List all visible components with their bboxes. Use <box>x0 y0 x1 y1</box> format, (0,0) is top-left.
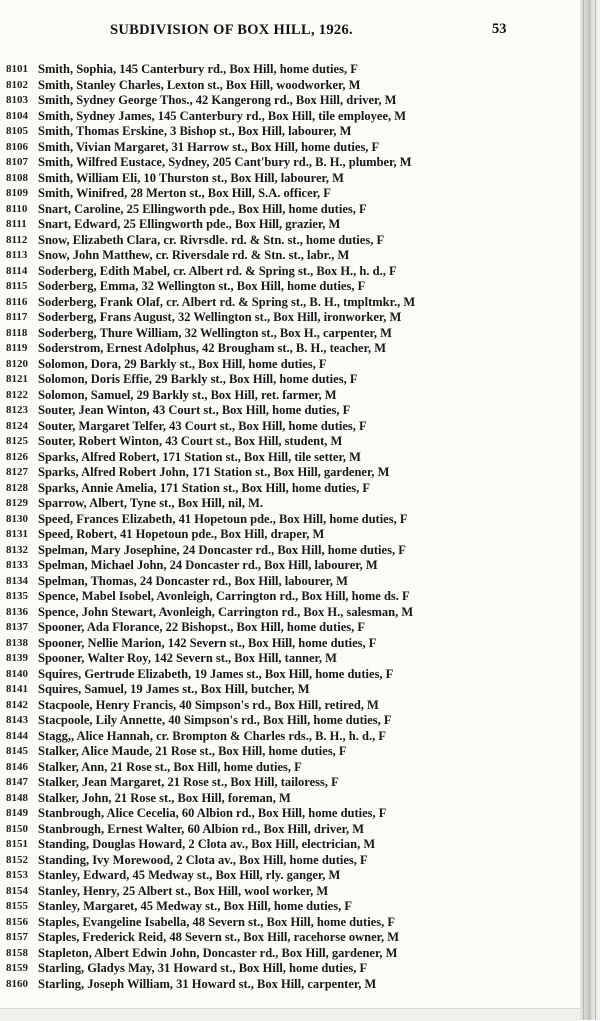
list-item <box>6 481 578 497</box>
entry-text: Spelman, Mary Josephine, 24 Doncaster rd., Box Hill, home duties, F <box>38 542 406 557</box>
entry-number: 8105 <box>6 125 28 137</box>
list-item <box>6 884 578 900</box>
entry-text: Souter, Margaret Telfer, 43 Court st., Box Hill, home duties, F <box>38 418 367 433</box>
entry-text: Snart, Caroline, 25 Ellingworth pde., Box Hill, home duties, F <box>38 201 367 216</box>
list-item <box>6 62 578 78</box>
entry-text: Snart, Edward, 25 Ellingworth pde., Box Hill, grazier, M <box>38 217 341 231</box>
list-item <box>6 171 578 187</box>
entry-number: 8138 <box>6 636 28 649</box>
list-item <box>6 713 578 729</box>
entry-number: 8132 <box>6 543 28 556</box>
entry-text: Solomon, Samuel, 29 Barkly st., Box Hill, ret. farmer, M <box>38 387 337 402</box>
entry-text: Spence, John Stewart, Avonleigh, Carrington rd., Box H., salesman, M <box>38 604 414 619</box>
entry-number: 8133 <box>6 559 28 571</box>
list-item <box>6 698 578 714</box>
entry-number: 8143 <box>6 714 28 726</box>
entry-number: 8102 <box>6 78 28 91</box>
entry-number: 8139 <box>6 652 28 664</box>
list-item <box>6 899 578 915</box>
entry-number: 8108 <box>6 171 28 184</box>
page-number: 53 <box>492 21 507 37</box>
entry-number: 8120 <box>6 357 28 370</box>
entry-number: 8157 <box>6 931 28 943</box>
list-item <box>6 434 578 450</box>
entry-number: 8134 <box>6 574 28 587</box>
entry-text: Snow, John Matthew, cr. Riversdale rd. & Stn. st., labr., M <box>38 248 350 262</box>
entry-text: Soderberg, Frans August, 32 Wellington st., Box Hill, ironworker, M <box>38 310 402 324</box>
entry-text: Standing, Ivy Morewood, 2 Clota av., Box Hill, home duties, F <box>38 852 368 867</box>
entry-text: Stagg,, Alice Hannah, cr. Brompton & Charles rds., B. H., h. d., F <box>38 728 386 743</box>
list-item <box>6 620 578 636</box>
entry-number: 8109 <box>6 187 28 199</box>
list-item <box>6 977 578 993</box>
list-item <box>6 822 578 838</box>
list-item <box>6 589 578 605</box>
entry-number: 8154 <box>6 884 28 897</box>
page-bottom-edge <box>0 1008 580 1021</box>
entry-text: Squires, Samuel, 19 James st., Box Hill, butcher, M <box>38 682 310 696</box>
list-item <box>6 946 578 962</box>
list-item <box>6 124 578 140</box>
entry-text: Solomon, Doris Effie, 29 Barkly st., Box Hill, home duties, F <box>38 372 358 386</box>
list-item <box>6 527 578 543</box>
entry-number: 8156 <box>6 915 28 928</box>
entry-number: 8144 <box>6 729 28 742</box>
entry-text: Soderberg, Frank Olaf, cr. Albert rd. & Spring st., B. H., tmpltmkr., M <box>38 294 416 309</box>
entry-number: 8110 <box>6 202 28 215</box>
entry-number: 8117 <box>6 311 28 323</box>
entry-number: 8113 <box>6 249 28 261</box>
list-item <box>6 837 578 853</box>
list-item <box>6 744 578 760</box>
entry-number: 8121 <box>6 373 28 385</box>
entry-text: Starling, Gladys May, 31 Howard st., Box Hill, home duties, F <box>38 961 368 975</box>
list-item <box>6 868 578 884</box>
entry-text: Soderberg, Edith Mabel, cr. Albert rd. & Spring st., Box H., h. d., F <box>38 263 397 278</box>
list-item <box>6 512 578 528</box>
entry-text: Spooner, Nellie Marion, 142 Severn st., Box Hill, home duties, F <box>38 635 377 650</box>
spine-line <box>583 0 584 1020</box>
entry-number: 8147 <box>6 776 28 788</box>
entry-number: 8122 <box>6 388 28 401</box>
entry-text: Stanley, Edward, 45 Medway st., Box Hill, rly. ganger, M <box>38 868 341 882</box>
list-item <box>6 93 578 109</box>
entry-number: 8150 <box>6 822 28 835</box>
entry-number: 8112 <box>6 233 28 246</box>
page-header-title: SUBDIVISION OF BOX HILL, 1926. <box>110 22 353 38</box>
list-item <box>6 775 578 791</box>
list-item <box>6 264 578 280</box>
list-item <box>6 651 578 667</box>
entry-text: Smith, Winifred, 28 Merton st., Box Hill, S.A. officer, F <box>38 186 331 200</box>
entry-number: 8114 <box>6 264 28 277</box>
entry-text: Stanley, Henry, 25 Albert st., Box Hill, wool worker, M <box>38 883 329 898</box>
entry-text: Stapleton, Albert Edwin John, Doncaster rd., Box Hill, gardener, M <box>38 945 398 960</box>
entry-text: Sparrow, Albert, Tyne st., Box Hill, nil, M. <box>38 496 264 510</box>
entry-text: Soderstrom, Ernest Adolphus, 42 Brougham st., B. H., teacher, M <box>38 341 387 355</box>
entry-text: Stacpoole, Lily Annette, 40 Simpson's rd., Box Hill, home duties, F <box>38 713 392 727</box>
entry-text: Speed, Robert, 41 Hopetoun pde., Box Hill, draper, M <box>38 527 325 541</box>
entry-number: 8106 <box>6 140 28 153</box>
list-item <box>6 326 578 342</box>
entry-number: 8152 <box>6 853 28 866</box>
entry-text: Smith, Sophia, 145 Canterbury rd., Box Hill, home duties, F <box>38 62 358 76</box>
entry-text: Staples, Frederick Reid, 48 Severn st., Box Hill, racehorse owner, M <box>38 930 400 944</box>
entry-text: Sparks, Alfred Robert John, 171 Station st., Box Hill, gardener, M <box>38 465 390 479</box>
entry-text: Standing, Douglas Howard, 2 Clota av., Box Hill, electrician, M <box>38 837 376 851</box>
electoral-roll-list <box>6 62 578 992</box>
list-item <box>6 760 578 776</box>
list-item <box>6 853 578 869</box>
list-item <box>6 961 578 977</box>
list-item <box>6 636 578 652</box>
entry-text: Starling, Joseph William, 31 Howard st., Box Hill, carpenter, M <box>38 976 377 991</box>
entry-text: Solomon, Dora, 29 Barkly st., Box Hill, home duties, F <box>38 356 327 371</box>
entry-number: 8124 <box>6 419 28 432</box>
list-item <box>6 574 578 590</box>
entry-number: 8104 <box>6 109 28 122</box>
list-item <box>6 682 578 698</box>
list-item <box>6 217 578 233</box>
entry-number: 8149 <box>6 807 28 819</box>
entry-text: Spelman, Michael John, 24 Doncaster rd., Box Hill, labourer, M <box>38 558 378 572</box>
entry-number: 8140 <box>6 667 28 680</box>
entry-number: 8115 <box>6 280 28 292</box>
list-item <box>6 915 578 931</box>
list-item <box>6 248 578 264</box>
entry-text: Stalker, John, 21 Rose st., Box Hill, foreman, M <box>38 790 291 805</box>
list-item <box>6 558 578 574</box>
entry-number: 8131 <box>6 528 28 540</box>
entry-number: 8116 <box>6 295 28 308</box>
entry-number: 8123 <box>6 404 28 416</box>
entry-number: 8101 <box>6 63 28 75</box>
list-item <box>6 186 578 202</box>
entry-text: Stalker, Jean Margaret, 21 Rose st., Box Hill, tailoress, F <box>38 775 339 789</box>
list-item <box>6 930 578 946</box>
entry-text: Smith, Sydney James, 145 Canterbury rd., Box Hill, tile employee, M <box>38 108 407 123</box>
list-item <box>6 155 578 171</box>
entry-text: Spence, Mabel Isobel, Avonleigh, Carrington rd., Box Hill, home ds. F <box>38 589 410 603</box>
entry-text: Souter, Robert Winton, 43 Court st., Box Hill, student, M <box>38 434 343 448</box>
entry-number: 8129 <box>6 497 28 509</box>
entry-number: 8158 <box>6 946 28 959</box>
entry-number: 8146 <box>6 760 28 773</box>
entry-number: 8135 <box>6 590 28 602</box>
list-item <box>6 605 578 621</box>
entry-number: 8159 <box>6 962 28 974</box>
entry-number: 8118 <box>6 326 28 339</box>
entry-text: Spooner, Walter Roy, 142 Severn st., Box Hill, tanner, M <box>38 651 337 665</box>
entry-number: 8125 <box>6 435 28 447</box>
entry-text: Speed, Frances Elizabeth, 41 Hopetoun pde., Box Hill, home duties, F <box>38 511 408 526</box>
entry-text: Stalker, Alice Maude, 21 Rose st., Box Hill, home duties, F <box>38 744 347 758</box>
list-item <box>6 295 578 311</box>
entry-text: Soderberg, Emma, 32 Wellington st., Box Hill, home duties, F <box>38 279 366 293</box>
list-item <box>6 372 578 388</box>
entry-text: Stanley, Margaret, 45 Medway st., Box Hill, home duties, F <box>38 899 352 913</box>
entry-number: 8119 <box>6 342 28 354</box>
list-item <box>6 233 578 249</box>
list-item <box>6 403 578 419</box>
list-item <box>6 450 578 466</box>
list-item <box>6 806 578 822</box>
list-item <box>6 388 578 404</box>
book-spine <box>580 0 600 1020</box>
entry-text: Spooner, Ada Florance, 22 Bishopst., Box Hill, home duties, F <box>38 620 366 634</box>
entry-number: 8153 <box>6 869 28 881</box>
entry-number: 8160 <box>6 977 28 990</box>
list-item <box>6 140 578 156</box>
list-item <box>6 341 578 357</box>
entry-number: 8155 <box>6 900 28 912</box>
list-item <box>6 357 578 373</box>
entry-number: 8107 <box>6 156 28 168</box>
list-item <box>6 78 578 94</box>
entry-text: Staples, Evangeline Isabella, 48 Severn st., Box Hill, home duties, F <box>38 914 395 929</box>
spine-line <box>589 0 590 1020</box>
entry-number: 8111 <box>6 218 27 230</box>
entry-number: 8145 <box>6 745 28 757</box>
list-item <box>6 729 578 745</box>
list-item <box>6 419 578 435</box>
entry-number: 8103 <box>6 94 28 106</box>
entry-number: 8130 <box>6 512 28 525</box>
entry-text: Sparks, Alfred Robert, 171 Station st., Box Hill, tile setter, M <box>38 449 361 464</box>
list-item <box>6 543 578 559</box>
entry-number: 8126 <box>6 450 28 463</box>
entry-number: 8141 <box>6 683 28 695</box>
list-item <box>6 310 578 326</box>
list-item <box>6 791 578 807</box>
entry-text: Smith, Vivian Margaret, 31 Harrow st., Box Hill, home duties, F <box>38 139 380 154</box>
entry-text: Stacpoole, Henry Francis, 40 Simpson's rd., Box Hill, retired, M <box>38 697 379 712</box>
entry-text: Smith, Wilfred Eustace, Sydney, 205 Cant'bury rd., B. H., plumber, M <box>38 155 412 169</box>
entry-text: Stalker, Ann, 21 Rose st., Box Hill, home duties, F <box>38 759 302 774</box>
list-item <box>6 496 578 512</box>
list-item <box>6 202 578 218</box>
entry-text: Spelman, Thomas, 24 Doncaster rd., Box Hill, labourer, M <box>38 573 348 588</box>
entry-number: 8151 <box>6 838 28 850</box>
entry-text: Soderberg, Thure William, 32 Wellington st., Box H., carpenter, M <box>38 325 392 340</box>
list-item <box>6 667 578 683</box>
entry-number: 8127 <box>6 466 28 478</box>
entry-number: 8128 <box>6 481 28 494</box>
list-item <box>6 279 578 295</box>
entry-number: 8137 <box>6 621 28 633</box>
list-item <box>6 109 578 125</box>
list-item <box>6 465 578 481</box>
entry-text: Smith, Stanley Charles, Lexton st., Box Hill, woodworker, M <box>38 77 361 92</box>
entry-number: 8136 <box>6 605 28 618</box>
entry-text: Smith, Thomas Erskine, 3 Bishop st., Box Hill, labourer, M <box>38 124 352 138</box>
entry-text: Snow, Elizabeth Clara, cr. Rivrsdle. rd. & Stn. st., home duties, F <box>38 232 385 247</box>
entry-text: Sparks, Annie Amelia, 171 Station st., Box Hill, home duties, F <box>38 480 370 495</box>
entry-text: Smith, Sydney George Thos., 42 Kangerong rd., Box Hill, driver, M <box>38 93 397 107</box>
entry-text: Smith, William Eli, 10 Thurston st., Box Hill, labourer, M <box>38 170 344 185</box>
entry-number: 8148 <box>6 791 28 804</box>
entry-text: Stanbrough, Alice Cecelia, 60 Albion rd., Box Hill, home duties, F <box>38 806 387 820</box>
entry-number: 8142 <box>6 698 28 711</box>
spine-line <box>595 0 596 1020</box>
entry-text: Stanbrough, Ernest Walter, 60 Albion rd., Box Hill, driver, M <box>38 821 365 836</box>
entry-text: Souter, Jean Winton, 43 Court st., Box Hill, home duties, F <box>38 403 351 417</box>
entry-text: Squires, Gertrude Elizabeth, 19 James st., Box Hill, home duties, F <box>38 666 394 681</box>
